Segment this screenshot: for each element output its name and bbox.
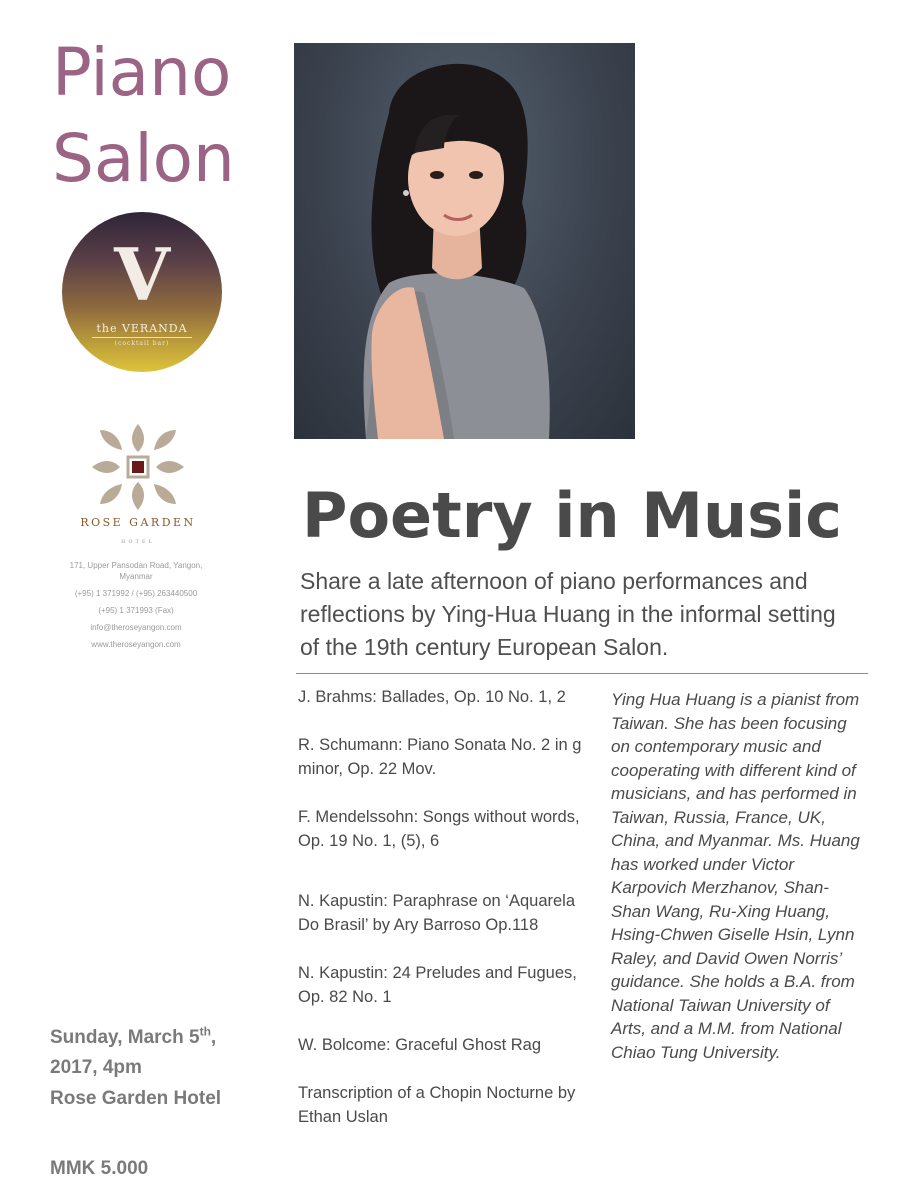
salon-title-line1: Piano xyxy=(52,34,232,111)
event-date-comma: , xyxy=(210,1027,217,1048)
program-item: N. Kapustin: 24 Preludes and Fugues, Op. 82 No. 1 xyxy=(298,964,577,1006)
salon-title xyxy=(52,30,282,202)
rose-garden-hotel: HOTEL xyxy=(121,539,155,545)
program-item: J. Brahms: Ballades, Op. 10 No. 1, 2 xyxy=(298,688,566,706)
program-item: Transcription of a Chopin Nocturne by Ethan Uslan xyxy=(298,1084,576,1126)
veranda-logo xyxy=(62,212,222,372)
portrait-illustration xyxy=(294,43,635,439)
program-item: R. Schumann: Piano Sonata No. 2 in g minor, Op. 22 Mov. xyxy=(298,736,582,778)
veranda-subtitle: (cocktail bar) xyxy=(114,340,170,347)
veranda-name: the VERANDA xyxy=(96,322,188,335)
rose-garden-emblem-icon xyxy=(90,422,186,512)
pianist-bio: Ying Hua Huang is a pianist from Taiwan. She has been focusing on contemporary music and cooperating with different kind of musicians, and has performed in Taiwan, Russia, France, UK, China, and Myanmar. Ms. Huang has worked under Victor Karpovich Merzhanov, Shan-Shan Wang, Ru-Xing Huang, Hsing-Chwen Giselle Hsin, Lynn Raley, and David Owen Norris’ guidance. She holds a B.A. from National Taiwan University of Arts, and a M.M. from National Chiao Tung University. xyxy=(611,690,860,1062)
lead-paragraph: Share a late afternoon of piano performances and reflections by Ying-Hua Huang in the informal setting of the 19th century European Salon. xyxy=(300,568,836,660)
rose-garden-name: ROSE GARDEN xyxy=(80,516,196,529)
program-item: F. Mendelssohn: Songs without words, Op. 19 No. 1, (5), 6 xyxy=(298,808,580,850)
program-item: N. Kapustin: Paraphrase on ‘Aquarela Do Brasil’ by Ary Barroso Op.118 xyxy=(298,892,576,934)
fax: (+95) 1 371993 (Fax) xyxy=(98,606,174,615)
event-date xyxy=(50,1023,270,1083)
event-date-suffix: th xyxy=(199,1024,211,1039)
event-date-line2: 2017, 4pm xyxy=(50,1057,142,1078)
event-price: MMK 5.000 xyxy=(50,1158,149,1179)
program-item: W. Bolcome: Graceful Ghost Rag xyxy=(298,1036,542,1054)
veranda-monogram: V xyxy=(114,232,170,317)
salon-title-line2: Salon xyxy=(52,120,235,197)
program-list xyxy=(298,685,593,1129)
rose-garden-contact xyxy=(66,560,206,656)
website-link[interactable]: www.theroseyangon.com xyxy=(91,640,181,649)
pianist-photo xyxy=(294,43,635,439)
veranda-divider xyxy=(92,337,192,338)
address: 171, Upper Pansodan Road, Yangon, Myanmar xyxy=(69,561,203,581)
main-title: Poetry in Music xyxy=(302,479,843,552)
phone: (+95) 1 371992 / (+95) 263440500 xyxy=(74,589,198,598)
event-venue: Rose Garden Hotel xyxy=(50,1088,222,1109)
divider xyxy=(296,673,868,674)
email-link[interactable]: info@theroseyangon.com xyxy=(90,623,182,632)
event-date-text: Sunday, March 5 xyxy=(50,1027,200,1048)
